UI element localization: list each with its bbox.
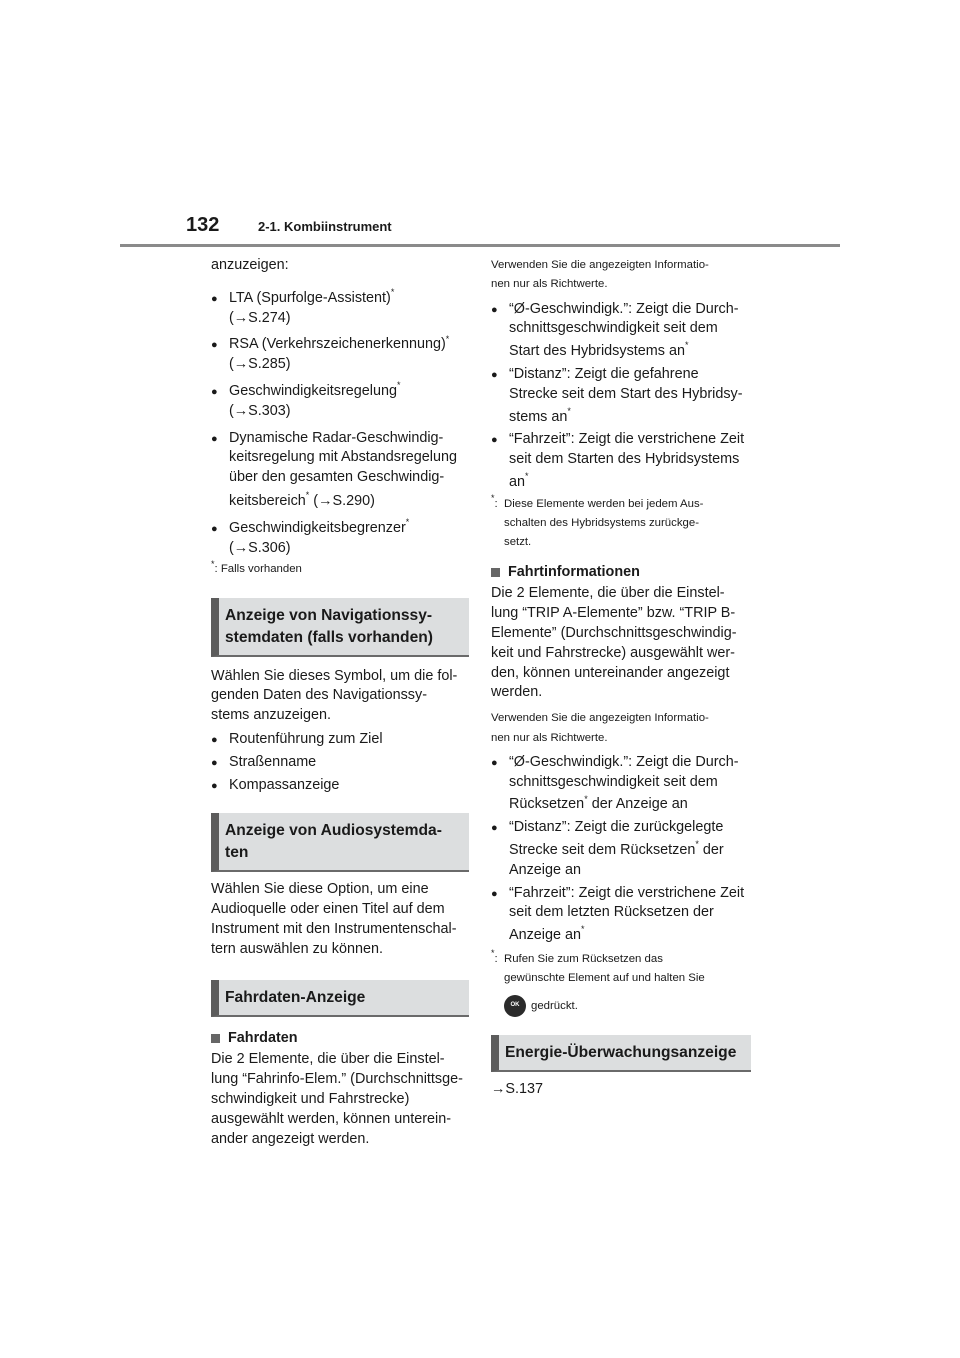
list-item: ● RSA (Verkehrszeichenerkennung)* (→S.285) [211, 335, 469, 375]
list-item: ● Geschwindigkeitsbegrenzer* (→S.306) [211, 519, 469, 559]
heading-audio-data: Anzeige von Audiosystemda- ten [211, 813, 469, 872]
ok-button-icon: OK [504, 995, 526, 1017]
list-item: ● “Fahrzeit”: Zeigt die verstrichene Zeit seit dem Starten des Hybridsystems an* [491, 430, 751, 492]
list-item: ● “Ø-Geschwindigk.”: Zeigt die Durch- schnittsgeschwindigkeit seit dem Start des Hybridsystems an* [491, 300, 751, 362]
body-text: Wählen Sie diese Option, um eine Audioquelle oder einen Titel auf dem Instrument mit den Instrumentenschal- tern auswählen zu können. [211, 881, 457, 957]
list-item: ● Dynamische Radar-Geschwindig- keitsregelung mit Abstandsregelung über den gesamten Geschwindig- keitsbereich* (→S.290) [211, 429, 469, 512]
heading-energy-monitor: Energie-Überwachungsanzeige [491, 1035, 751, 1072]
footnote: *: Diese Elemente werden bei jedem Aus- schalten des Hybridsystems zurückge- setzt. [491, 492, 704, 549]
heading-drive-data: Fahrdaten-Anzeige [211, 980, 469, 1017]
right-column [491, 256, 751, 1099]
body-text: Die 2 Elemente, die über die Einstel- lung “Fahrinfo-Elem.” (Durchschnittsge- schwindigkeit und Fahrstrecke) ausgewählt werden, können unterein- ander angezeigt werden. [211, 1051, 463, 1147]
list-item: ● “Ø-Geschwindigk.”: Zeigt die Durch- schnittsgeschwindigkeit seit dem Rücksetzen* der Anzeige an [491, 753, 751, 815]
subheading: Fahrtinformationen [491, 563, 751, 583]
page-number: 132 [186, 214, 220, 236]
page-ref-link[interactable]: (→S.303) [229, 402, 291, 419]
list-item: ● Geschwindigkeitsregelung* (→S.303) [211, 382, 469, 422]
note-text: Verwenden Sie die angezeigten Informatio- nen nur als Richtwerte. [491, 259, 709, 291]
list-item: ● “Distanz”: Zeigt die gefahrene Strecke seit dem Start des Hybridsy- stems an* [491, 365, 751, 427]
list-item: ● “Distanz”: Zeigt die zurückgelegte Strecke seit dem Rücksetzen* der Anzeige an [491, 818, 751, 880]
body-text: Wählen Sie dieses Symbol, um die fol- genden Daten des Navigationssy- stems anzuzeigen. [211, 667, 458, 724]
list-item: ● Kompassanzeige [211, 776, 469, 796]
header-rule [120, 244, 840, 247]
heading-navigation-data: Anzeige von Navigationssy- stemdaten (falls vorhanden) [211, 598, 469, 657]
subheading: Fahrdaten [211, 1029, 469, 1049]
page-ref-link[interactable]: (→S.290) [309, 492, 375, 509]
page-ref-link[interactable]: (→S.274) [229, 309, 291, 326]
page-ref-link[interactable]: (→S.285) [229, 356, 291, 373]
section-title: 2-1. Kombiinstrument [258, 219, 392, 234]
intro-text: anzuzeigen: [211, 257, 289, 273]
body-text: Die 2 Elemente, die über die Einstel- lung “TRIP A-Elemente” bzw. “TRIP B- Elemente” (Durchschnittsgeschwindig- keit und Fahrstrecke) ausgewählt wer- den, können untereinander angezeigt werden. [491, 585, 737, 701]
footnote: *: Falls vorhanden [211, 558, 302, 576]
left-column [211, 256, 469, 1149]
list-item: ● “Fahrzeit”: Zeigt die verstrichene Zeit seit dem letzten Rücksetzen der Anzeige an* [491, 884, 751, 946]
note-text: Verwenden Sie die angezeigten Informatio- nen nur als Richtwerte. [491, 712, 709, 744]
list-item: ● Routenführung zum Ziel [211, 730, 469, 750]
footnote: *: Rufen Sie zum Rücksetzen das gewünschte Element auf und halten Sie OK gedrückt. [491, 950, 751, 1017]
page-ref-link[interactable]: →S.137 [491, 1080, 543, 1097]
list-item: ● Straßenname [211, 753, 469, 773]
list-item: ● LTA (Spurfolge-Assistent)* (→S.274) [211, 289, 469, 329]
page-ref-link[interactable]: (→S.306) [229, 539, 291, 556]
